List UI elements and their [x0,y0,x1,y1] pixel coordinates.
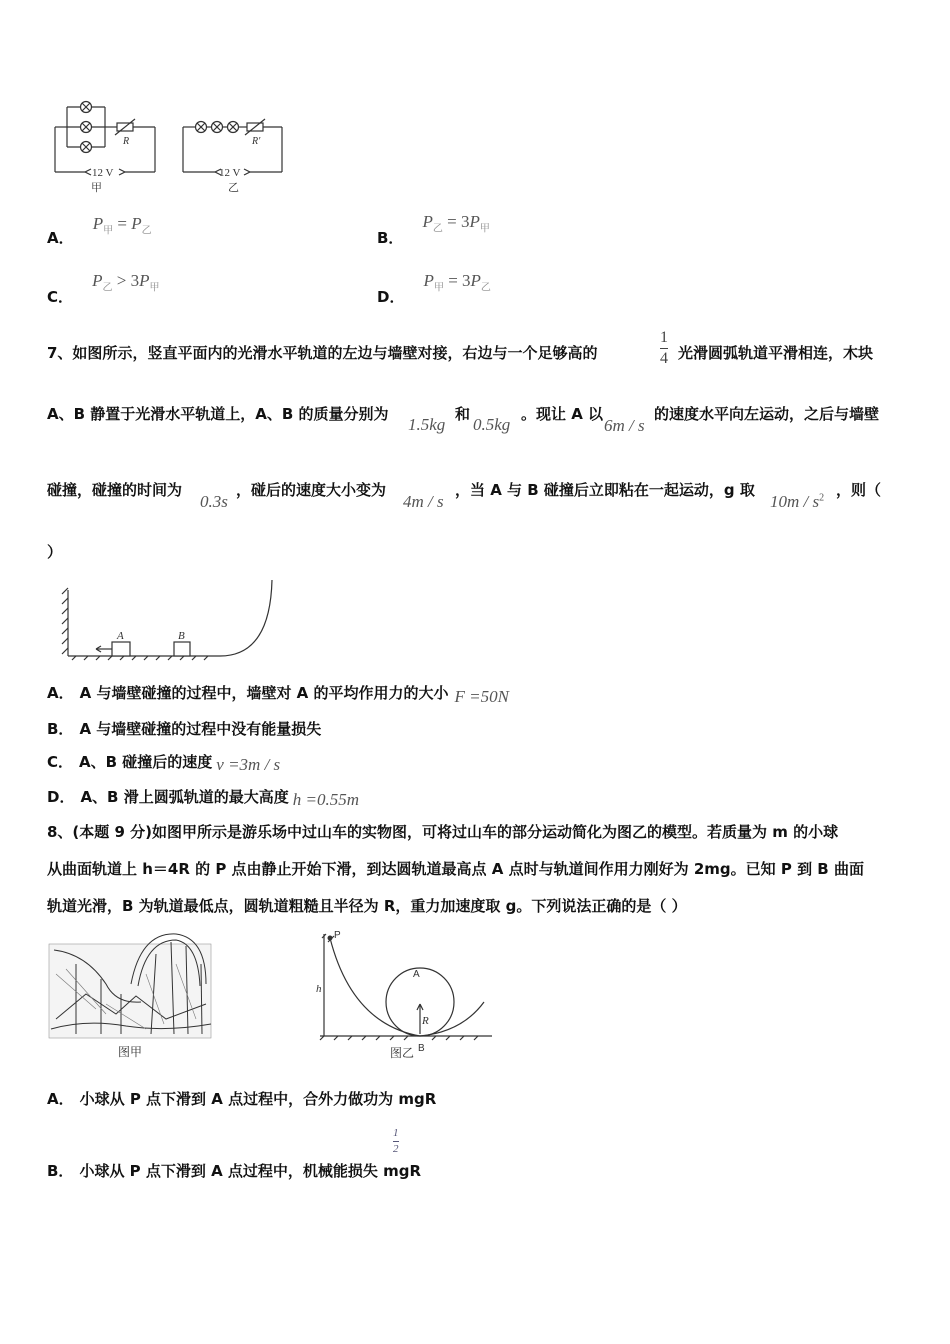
circuit-right-resistor-label: R′ [252,136,261,147]
q7-line-3-c: ，当 A 与 B 碰撞后立即粘在一起运动，g 取 [455,481,755,499]
q7-line-4: ） [47,543,63,561]
q7-speed-after: 4m / s [403,492,444,511]
q6-option-c[interactable] [47,271,160,306]
circuit-figures [45,92,295,197]
circuit-right-voltage: 12 V [219,167,241,179]
q6-option-d[interactable] [377,271,491,306]
q7-line-1-end: 光滑圆弧轨道平滑相连，木块 [678,344,874,362]
q8-line-2: 从曲面轨道上 h＝4R 的 P 点由静止开始下滑，到达圆轨道最高点 A 点时与轨道间作用力刚好为 2mg。已知 P 到 B 曲面 [47,860,864,878]
q7-line-2-end: 的速度水平向左运动，之后与墙壁 [654,405,880,423]
q8-option-b-fraction: 1 2 [393,1127,399,1155]
q7-option-c[interactable]: C． A、B 碰撞后的速度 v =3m / s [47,753,281,774]
figure-photo-caption: 图甲 [118,1045,143,1059]
q7-figure [60,572,280,662]
q7-line-1: 7、如图所示，竖直平面内的光滑水平轨道的左边与墙壁对接，右边与一个足够高的 [47,344,598,362]
option-math: $P_乙 = 3P_甲$ [422,212,490,235]
q7-mass-b: 0.5kg [473,415,511,434]
q7-line-3-b: ，碰后的速度大小变为 [236,481,387,499]
q7-option-b[interactable]: B． A 与墙壁碰撞的过程中没有能量损失 [47,720,322,738]
block-a-label: A [117,630,124,642]
option-math: $P_甲 = 3P_乙$ [423,271,491,294]
height-h-label: h [316,983,322,995]
circuit-left-voltage: 12 V [92,167,114,179]
q7-option-d[interactable]: D． A、B 滑上圆弧轨道的最大高度 h =0.55m [47,788,359,809]
radius-r-label: R [422,1015,429,1027]
q7-and: 和 [455,405,471,423]
q8-option-a[interactable]: A． 小球从 P 点下滑到 A 点过程中，合外力做功为 mgR [47,1090,437,1108]
q7-line-2: A、B 静置于光滑水平轨道上，A、B 的质量分别为 [47,405,389,423]
point-b-label: B [418,1043,425,1054]
circuit-right-caption: 乙 [228,181,239,194]
q7-line-3: 碰撞，碰撞的时间为 [47,481,183,499]
q7-line-3-d: ，则（ [836,481,882,499]
q8-line-3: 轨道光滑，B 为轨道最低点，圆轨道粗糙且半径为 R，重力加速度取 g。下列说法正确的是（ ） [47,897,687,915]
q7-gravity: $10m / s^2$ [770,492,825,511]
option-math: $P_乙 > 3P_甲$ [92,271,160,294]
q6-option-a[interactable] [47,214,152,247]
q7-speed: 6m / s [604,416,645,435]
q7-line-2-mid: 。现让 A 以 [521,405,604,423]
option-label: D． [377,288,405,306]
circuit-left-resistor-label: R [123,136,130,147]
q7-mass-a: 1.5kg [408,415,446,434]
option-label: C． [47,288,74,306]
q8-figure-photo [46,924,216,1064]
option-label: B． [377,229,404,247]
option-math: $P_甲 = P_乙$ [92,214,152,237]
figure-model-caption: 图乙 [390,1046,415,1060]
q7-time: 0.3s [200,492,228,511]
q8-option-b[interactable]: B． 小球从 P 点下滑到 A 点过程中，机械能损失 mgR [47,1162,422,1180]
option-label: A． [47,229,74,247]
point-a-label: A [413,969,420,980]
q7-fraction: 1 4 [660,329,668,367]
q6-option-b[interactable] [377,212,490,247]
circuit-left [55,102,155,176]
q7-option-a[interactable]: A． A 与墙壁碰撞的过程中，墙壁对 A 的平均作用力的大小 F =50N [47,684,509,706]
point-p-label: P [334,930,341,941]
circuit-left-caption: 甲 [91,181,102,194]
block-b-label: B [178,630,185,642]
q8-line-1: 8、(本题 9 分)如图甲所示是游乐场中过山车的实物图，可将过山车的部分运动简化为图乙的模型。若质量为 m 的小球 [47,823,839,841]
q8-figure-model [312,924,497,1064]
